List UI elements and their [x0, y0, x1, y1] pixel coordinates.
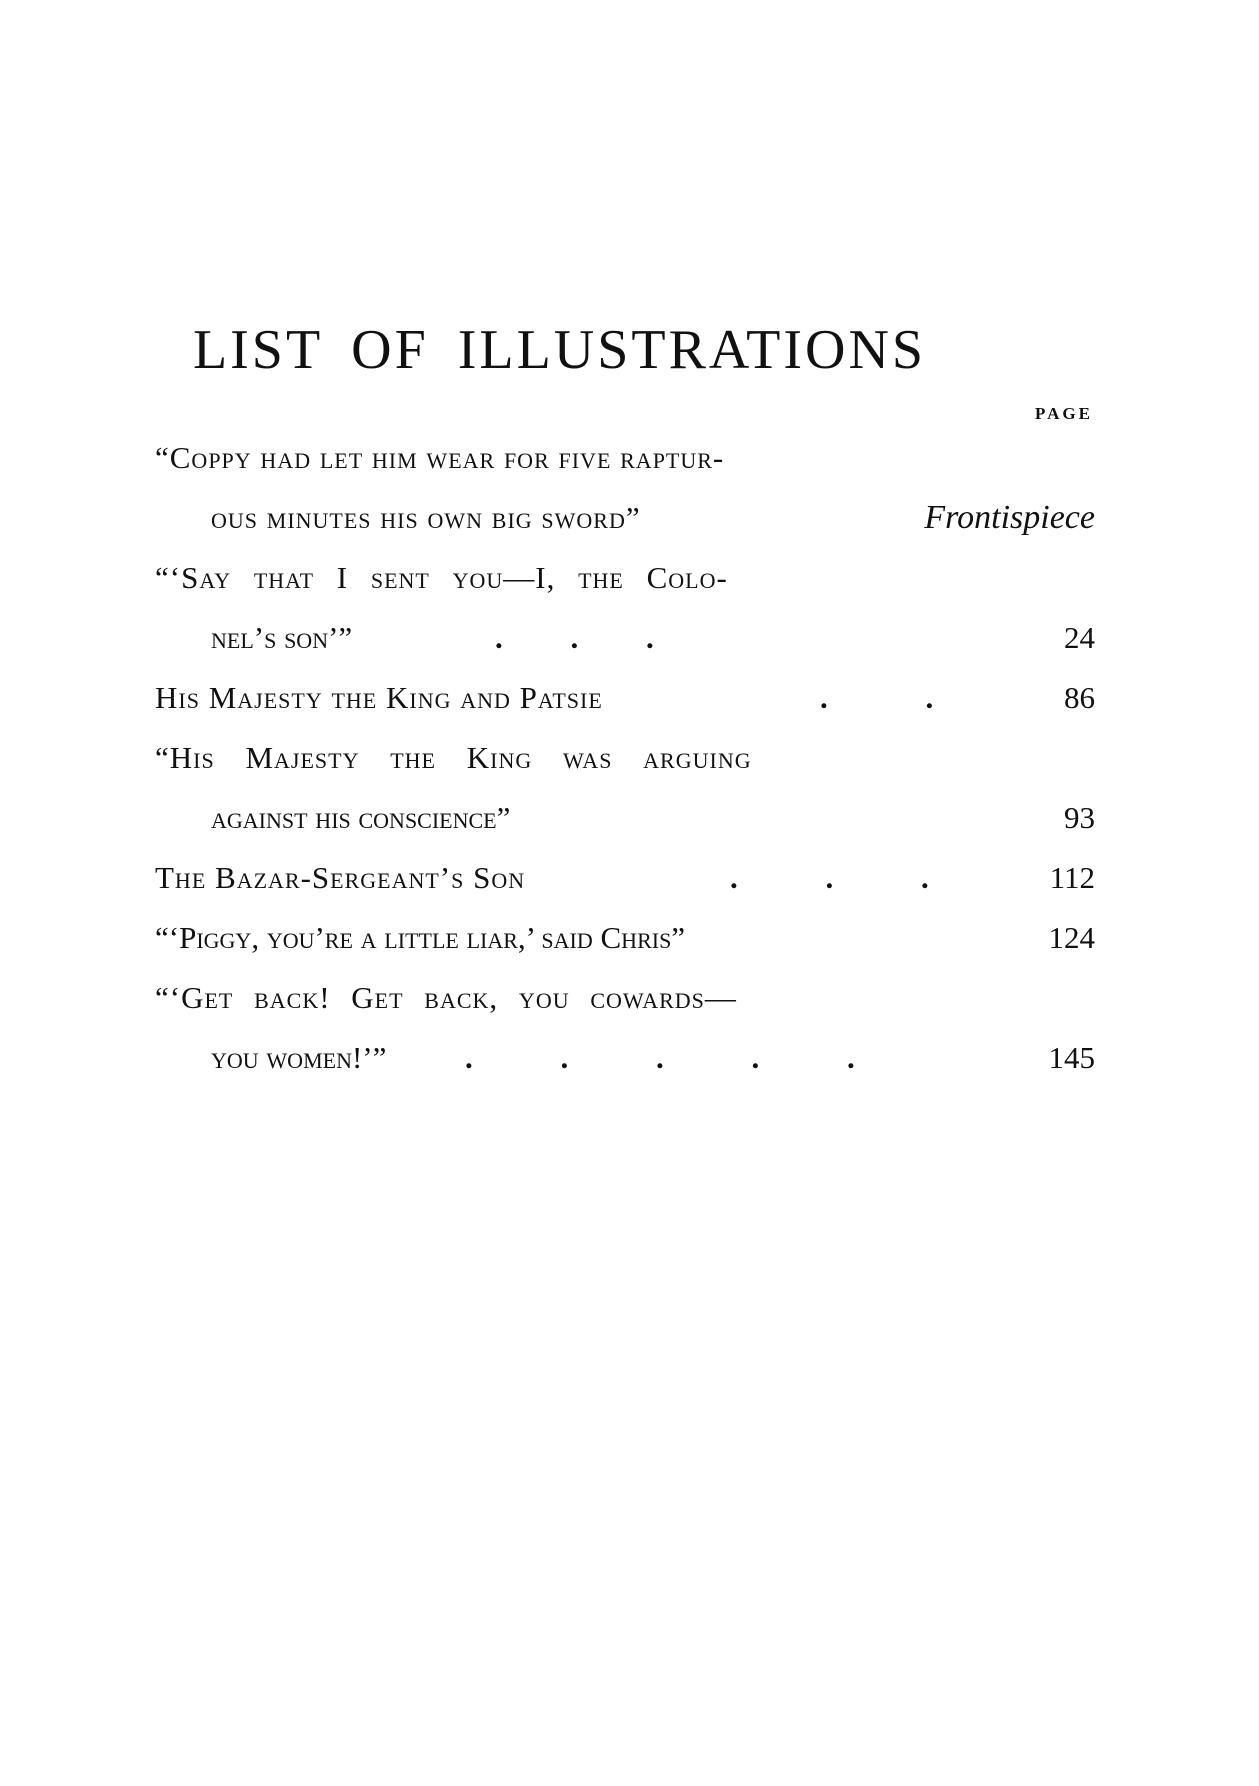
list-item [155, 428, 1095, 488]
entry-page: 112 [1049, 860, 1095, 895]
list-item-continuation [155, 788, 1095, 848]
list-item [155, 728, 1095, 788]
entry-text: “‘Piggy, you’re a little liar,’ said Chris” [155, 920, 686, 955]
entry-text: The Bazar-Sergeant’s Son [155, 860, 526, 895]
list-item-continuation [155, 488, 1095, 548]
entry-text: “His Majesty the King was arguing [155, 740, 752, 775]
entry-text: His Majesty the King and Patsie [155, 680, 603, 715]
entry-page: 86 [1064, 680, 1095, 715]
list-item [155, 968, 1095, 1028]
entry-page: 24 [1064, 620, 1095, 655]
entry-text: you women!’” [211, 1040, 387, 1075]
entry-page: 145 [1048, 1040, 1095, 1075]
leader-dots: . . . [730, 860, 929, 895]
page-column-header: PAGE [1035, 404, 1093, 423]
leader-dots: . . [820, 680, 934, 715]
list-item [155, 848, 1095, 908]
list-item-continuation [155, 1028, 1095, 1088]
list-item [155, 908, 1095, 968]
illustrations-list [155, 428, 1095, 1088]
entry-text: against his conscience” [211, 800, 511, 835]
entry-text: “‘Say that I sent you—I, the Colo- [155, 560, 728, 595]
entry-page: 124 [1048, 920, 1095, 955]
list-item [155, 668, 1095, 728]
entry-text: nel’s son’” [211, 620, 353, 655]
entry-page: Frontispiece [924, 499, 1095, 536]
leader-dots: . . . . . [465, 1040, 855, 1075]
page-title: LIST OF ILLUSTRATIONS [192, 319, 927, 381]
list-item [155, 548, 1095, 608]
entry-page: 93 [1064, 800, 1095, 835]
list-item-continuation [155, 608, 1095, 668]
entry-text: ous minutes his own big sword” [211, 500, 641, 535]
entry-text: “Coppy had let him wear for five raptur- [155, 440, 725, 475]
leader-dots: . . . [495, 620, 654, 655]
entry-text: “‘Get back! Get back, you cowards— [155, 980, 737, 1015]
